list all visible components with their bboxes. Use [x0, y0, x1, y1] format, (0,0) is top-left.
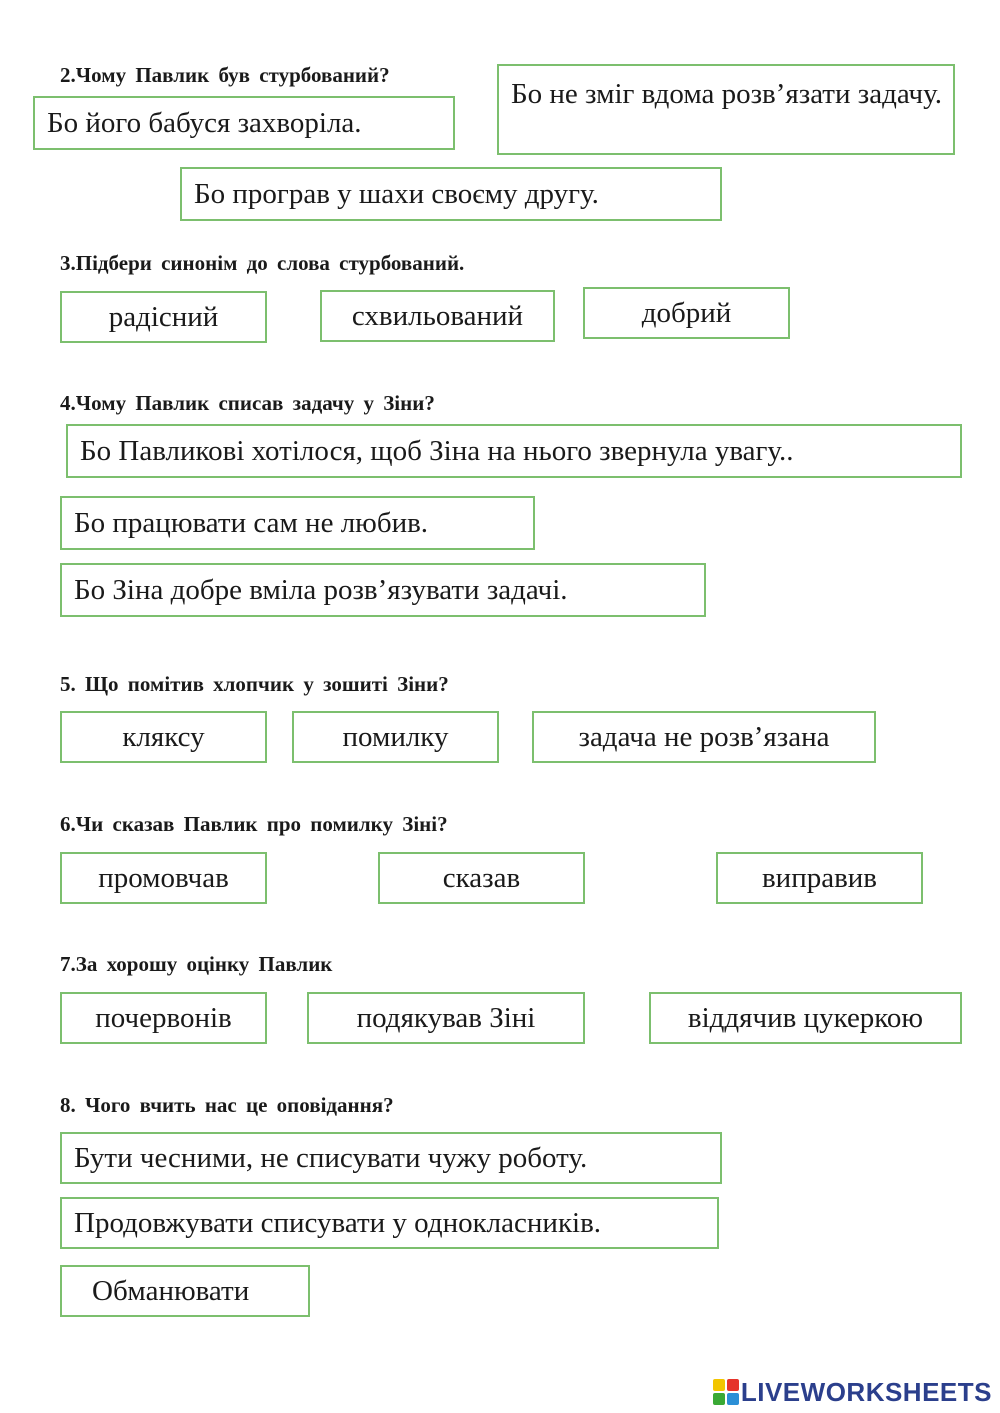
answer-option[interactable]: задача не розв’язана	[532, 711, 876, 763]
question-4: 4.Чому Павлик списав задачу у Зіни?	[60, 391, 435, 415]
answer-option[interactable]: сказав	[378, 852, 585, 904]
liveworksheets-logo-icon	[713, 1379, 739, 1405]
answer-option[interactable]: помилку	[292, 711, 499, 763]
answer-option[interactable]: промовчав	[60, 852, 267, 904]
answer-option[interactable]: добрий	[583, 287, 790, 339]
question-7: 7.За хорошу оцінку Павлик	[60, 952, 333, 976]
answer-option[interactable]: Бо Зіна добре вміла розв’язувати задачі.	[60, 563, 706, 617]
answer-option[interactable]: Продовжувати списувати у однокласників.	[60, 1197, 719, 1249]
question-6: 6.Чи сказав Павлик про помилку Зіні?	[60, 812, 448, 836]
question-3: 3.Підбери синонім до слова стурбований.	[60, 251, 465, 275]
answer-option[interactable]: Бо Павликові хотілося, щоб Зіна на нього звернула увагу..	[66, 424, 962, 478]
question-8: 8. Чого вчить нас це оповідання?	[60, 1093, 394, 1117]
answer-option[interactable]: схвильований	[320, 290, 555, 342]
answer-option[interactable]: Бо не зміг вдома розв’язати задачу.	[497, 64, 955, 155]
answer-option[interactable]: кляксу	[60, 711, 267, 763]
liveworksheets-logo	[713, 1377, 992, 1407]
answer-option[interactable]: Бути чесними, не списувати чужу роботу.	[60, 1132, 722, 1184]
answer-option[interactable]: виправив	[716, 852, 923, 904]
answer-option[interactable]: Бо програв у шахи своєму другу.	[180, 167, 722, 221]
answer-option[interactable]: Обманювати	[60, 1265, 310, 1317]
question-2: 2.Чому Павлик був стурбований?	[60, 63, 390, 87]
answer-option[interactable]: віддячив цукеркою	[649, 992, 962, 1044]
question-5: 5. Що помітив хлопчик у зошиті Зіни?	[60, 672, 449, 696]
answer-option[interactable]: Бо працювати сам не любив.	[60, 496, 535, 550]
answer-option[interactable]: радісний	[60, 291, 267, 343]
answer-option[interactable]: Бо його бабуся захворіла.	[33, 96, 455, 150]
answer-option[interactable]: почервонів	[60, 992, 267, 1044]
logo-text: LIVEWORKSHEETS	[740, 1376, 992, 1407]
answer-option[interactable]: подякував Зіні	[307, 992, 585, 1044]
